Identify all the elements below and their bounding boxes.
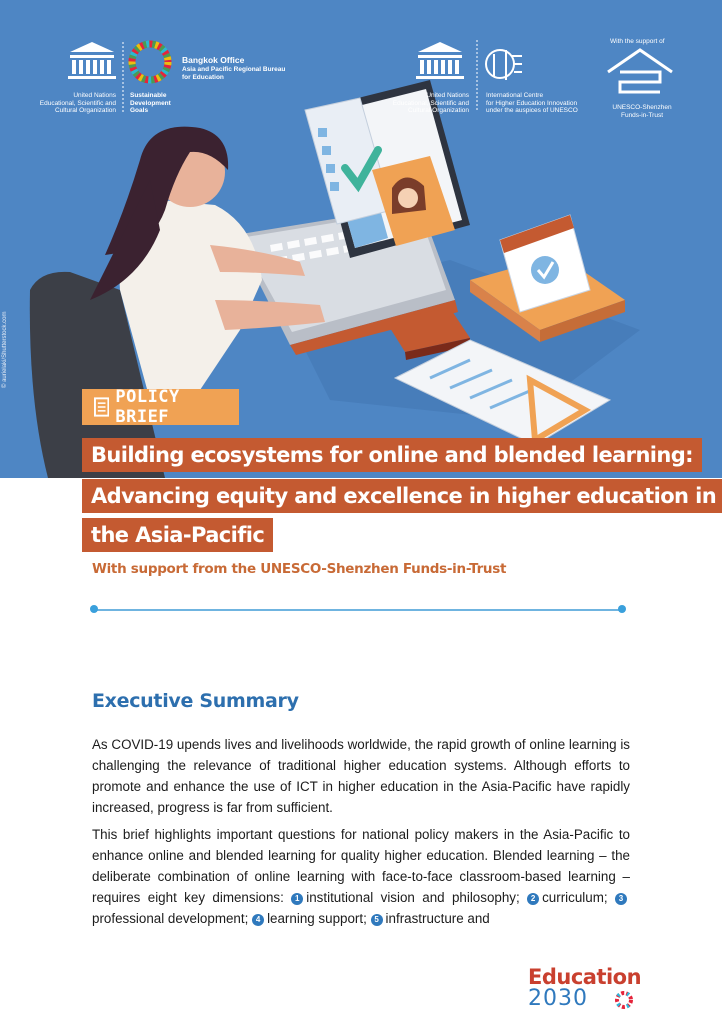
education-2030-logo [528, 965, 642, 1011]
shenzhen-caption: UNESCO-Shenzhen Funds-in-Trust [612, 104, 672, 119]
unesco-right-logo [416, 42, 464, 79]
dimension-3-text: professional development; [92, 911, 249, 926]
iched-caption: International Centre for Higher Education Innovation under the auspices of UNESCO [486, 92, 578, 114]
dimension-number-3: 3 [615, 893, 627, 905]
dimension-5-text: infrastructure and [385, 911, 490, 926]
executive-summary-heading: Executive Summary [92, 690, 299, 712]
dimension-1-text: institutional vision and philosophy; [306, 890, 520, 905]
education-word: Education [528, 965, 642, 989]
policy-brief-tag [82, 389, 239, 425]
photo-credit: © aurielaki/Shutterstock.com [2, 311, 8, 388]
unesco-left-caption: United Nations Educational, Scientific and Cultural Organization [39, 92, 116, 114]
dimension-number-5: 5 [371, 914, 383, 926]
sdg-caption: Sustainable Development Goals [130, 92, 171, 114]
summary-paragraph-2 [92, 824, 630, 929]
sdg-wheel [132, 44, 168, 80]
dimension-4-text: learning support; [267, 911, 367, 926]
summary-paragraph-1: As COVID-19 upends lives and livelihoods worldwide, the rapid growth of online learning is challenging the relevance of traditional higher education systems. Although efforts to promote and enhance the use of ICT in higher education in the Asia-Pacific have rapidly increased, progress is far from sufficient. [92, 737, 630, 815]
divider-dot-right [618, 605, 626, 613]
year-word: 2030 [528, 986, 588, 1011]
dimension-number-4: 4 [252, 914, 264, 926]
dimension-number-2: 2 [527, 893, 539, 905]
shenzhen-logo [608, 50, 672, 92]
title-line-3: the Asia-Pacific [82, 518, 273, 552]
unesco-right-caption: United Nations Educational, Scientific and Cultural Organization [392, 92, 469, 114]
brief-subtitle: With support from the UNESCO-Shenzhen Funds-in-Trust [92, 561, 507, 577]
title-line-2: Advancing equity and excellence in higher education in [82, 479, 722, 513]
sdg-ring-icon [614, 990, 634, 1010]
document-icon [94, 397, 109, 417]
iched-logo [486, 50, 522, 80]
bangkok-office-block: Bangkok Office Asia and Pacific Regional Bureau for Education [182, 55, 286, 81]
title-line-1: Building ecosystems for online and blended learning: [82, 438, 702, 472]
policy-brief-label: POLICY BRIEF [115, 387, 180, 427]
support-label: With the support of [610, 38, 665, 45]
dimension-number-1: 1 [291, 893, 303, 905]
bangkok-title: Bangkok Office [182, 55, 245, 65]
paragraph-2-intro: This brief highlights important questions for national policy makers in the Asia-Pacific to enhance online and blended learning for quality higher education. Blended learning – the deliberate combination of online learning with face-to-face classroom-based learning – requires eight key dimensions: [92, 827, 630, 905]
divider-dot-left [90, 605, 98, 613]
unesco-left-logo [68, 42, 116, 79]
dimension-2-text: curriculum; [542, 890, 608, 905]
divider-line [94, 609, 622, 611]
